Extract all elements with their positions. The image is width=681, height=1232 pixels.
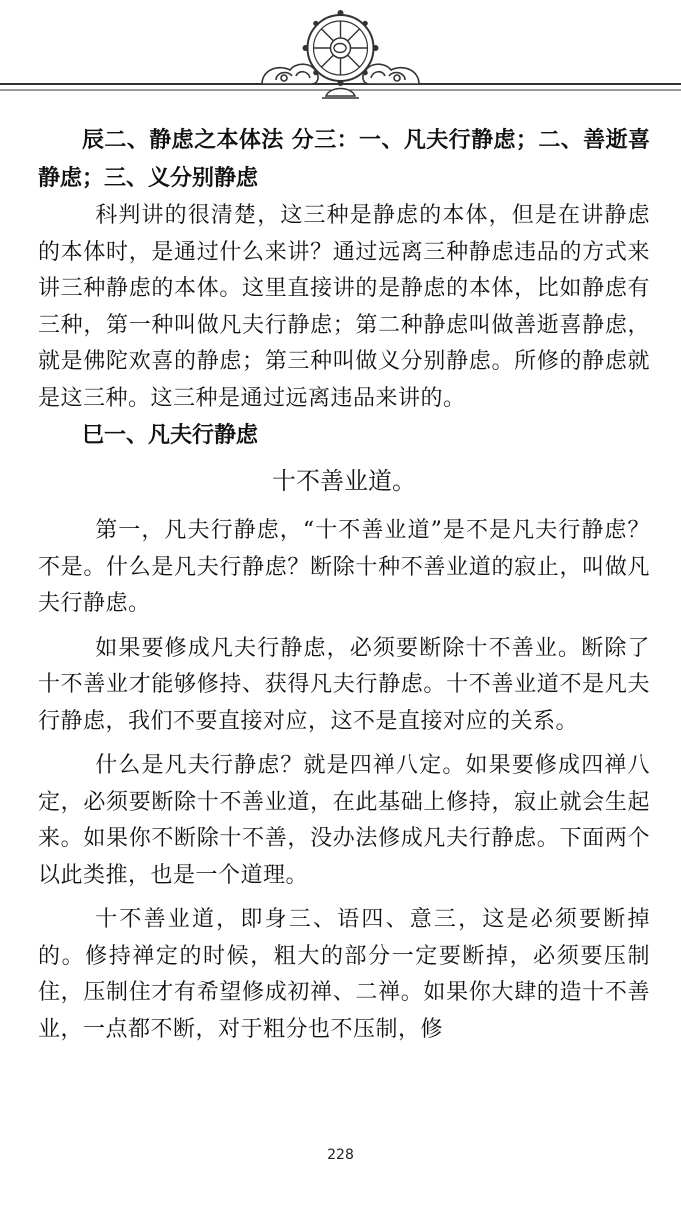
left-cloud-scroll-icon <box>262 64 318 84</box>
page-header-ornament <box>0 0 681 110</box>
intro-paragraph: 科判讲的很清楚，这三种是静虑的本体，但是在讲静虑的本体时，是通过什么来讲？通过远离三种静虑违品的方式来讲三种静虑的本体。这里直接讲的是静虑的本体，比如静虑有三种，第一种叫做凡夫行静虑；第二种静虑叫做善逝喜静虑，就是佛陀欢喜的静虑；第三种叫做义分别静虑。所修的静虑就是这三种。这三种是通过远离违品来讲的。 <box>38 203 650 411</box>
page-number: 228 <box>327 1147 354 1163</box>
body-paragraph-2: 如果要修成凡夫行静虑，必须要断除十不善业。断除了十不善业才能够修持、获得凡夫行静虑。十不善业道不是凡夫行静虑，我们不要直接对应，这不是直接对应的关系。 <box>38 635 650 734</box>
subsection-heading: 巳一、凡夫行静虑 <box>82 423 259 448</box>
page-body <box>38 122 650 1048</box>
body-paragraph-3: 什么是凡夫行静虑？就是四禅八定。如果要修成四禅八定，必须要断除十不善业道，在此基础上修持，寂止就会生起来。如果你不断除十不善，没办法修成凡夫行静虑。下面两个以此类推，也是一个道理。 <box>38 753 650 888</box>
right-cloud-scroll-icon <box>363 64 419 84</box>
body-paragraph-1: 第一，凡夫行静虑，“十不善业道”是不是凡夫行静虑？不是。什么是凡夫行静虑？断除十种不善业道的寂止，叫做凡夫行静虑。 <box>38 518 650 616</box>
body-paragraph-4: 十不善业道，即身三、语四、意三，这是必须要断掉的。修持禅定的时候，粗大的部分一定要断掉，必须要压制住，压制住才有希望修成初禅、二禅。如果你大肆的造十不善业，一点都不断，对于粗分也不压制，修 <box>38 907 650 1042</box>
root-text-line: 十不善业道。 <box>272 467 416 495</box>
section-heading: 辰二、静虑之本体法 分三：一、凡夫行静虑；二、善逝喜静虑；三、义分别静虑 <box>38 128 650 191</box>
